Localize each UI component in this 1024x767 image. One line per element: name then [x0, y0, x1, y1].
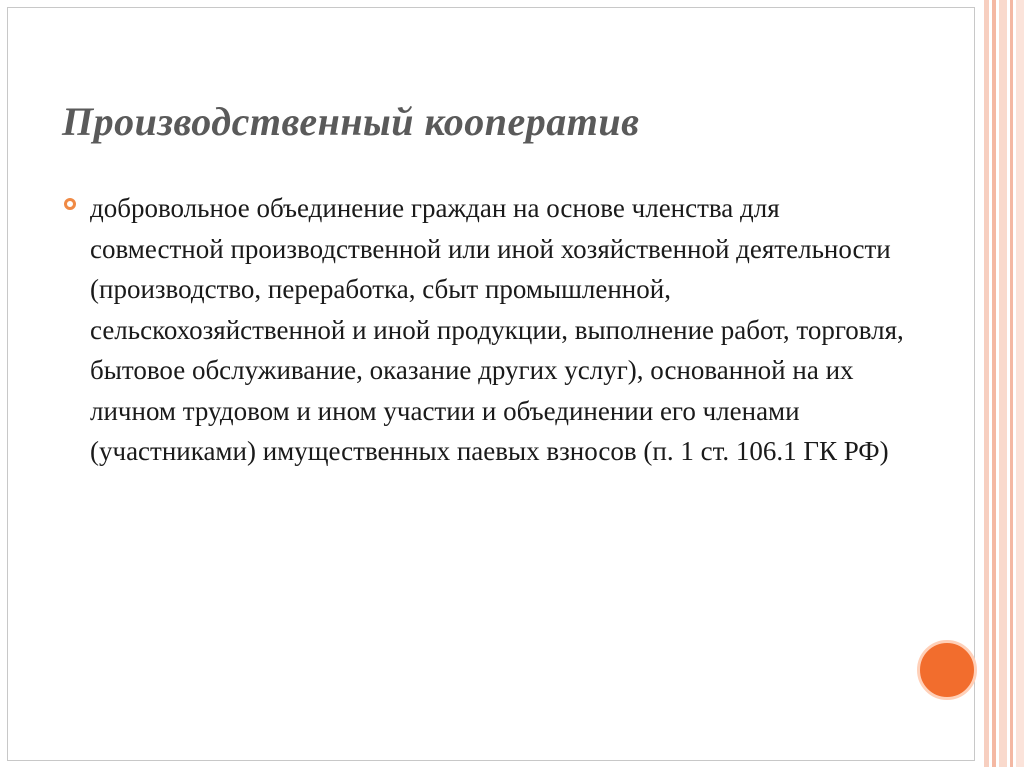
stripe	[1016, 0, 1024, 767]
stripe	[999, 0, 1007, 767]
bullet-text: добровольное объединение граждан на основе членства для совместной производственной или иной хозяйственной деятельности (производство, переработка, сбыт промышленной, сельскохозяйственной и иной продукции, выполнение работ, торговля, бытовое обслуживание, оказание других услуг), основанной на их личном трудовом и ином участии и объединении его членами (участниками) имущественных паевых взносов (п. 1 ст. 106.1 ГК РФ)	[90, 193, 904, 466]
decorative-stripes	[984, 0, 1024, 767]
stripe	[992, 0, 996, 767]
slide-title: Производственный кооператив	[62, 99, 640, 144]
stripe	[1010, 0, 1013, 767]
stripe	[984, 0, 989, 767]
ring-bullet-icon	[64, 198, 76, 210]
orange-circle-icon	[917, 640, 977, 700]
